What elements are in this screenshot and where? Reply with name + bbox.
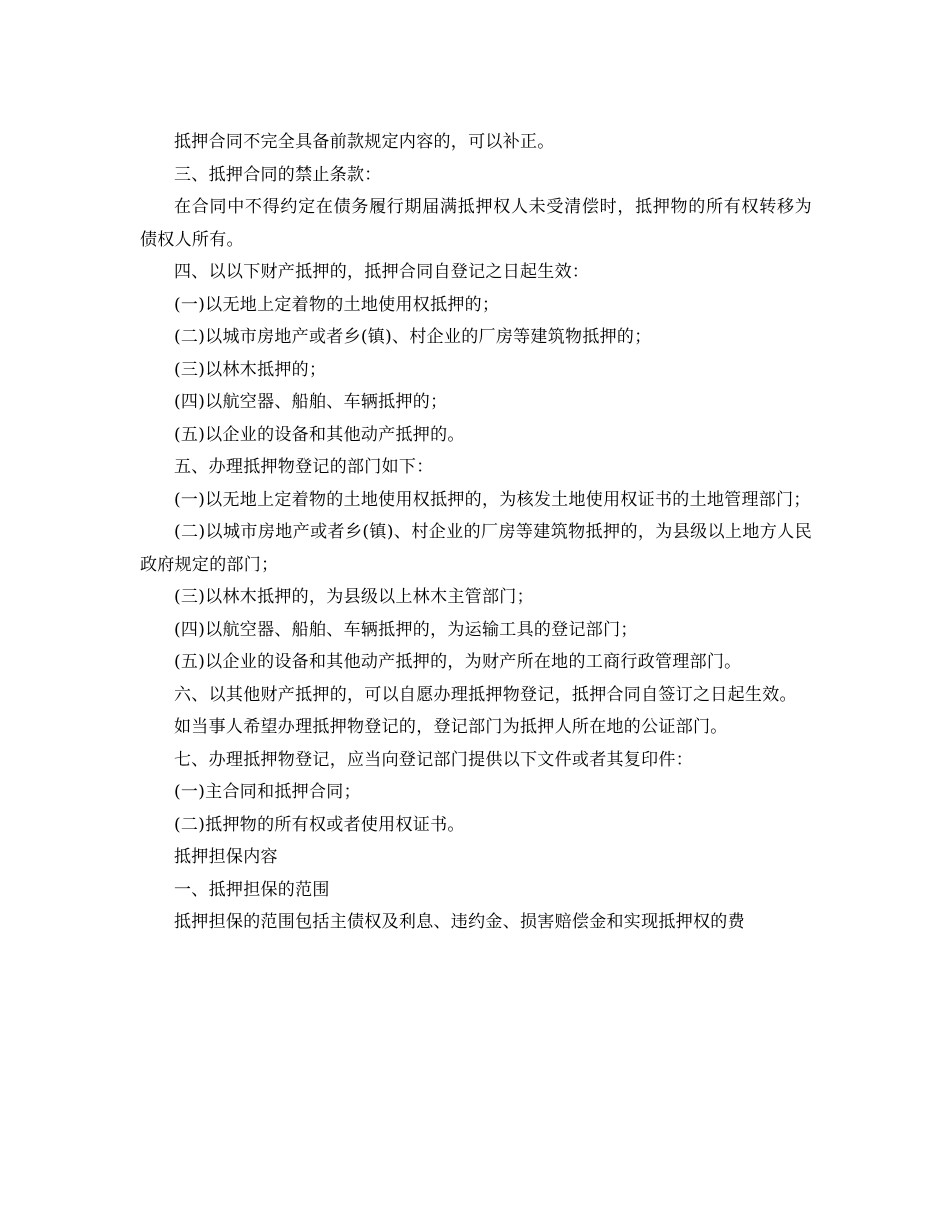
list-item: (二)以城市房地产或者乡(镇)、村企业的厂房等建筑物抵押的，为县级以上地方人民政府规定的部门； bbox=[140, 522, 812, 575]
list-item: (三)以林木抵押的，为县级以上林木主管部门； bbox=[174, 587, 534, 607]
section-heading: 四、以以下财产抵押的，抵押合同自登记之日起生效： bbox=[174, 262, 590, 282]
list-item: (五)以企业的设备和其他动产抵押的。 bbox=[174, 424, 465, 445]
document-body bbox=[140, 126, 812, 939]
section-heading: 六、以其他财产抵押的，可以自愿办理抵押物登记，抵押合同自签订之日起生效。 bbox=[174, 684, 797, 705]
section-heading: 三、抵押合同的禁止条款： bbox=[174, 164, 382, 185]
list-item: (一)以无地上定着物的土地使用权抵押的，为核发土地使用权证书的土地管理部门； bbox=[174, 489, 811, 510]
section-heading: 五、办理抵押物登记的部门如下： bbox=[174, 457, 434, 477]
paragraph: 如当事人希望办理抵押物登记的，登记部门为抵押人所在地的公证部门。 bbox=[174, 717, 728, 737]
list-item: (二)以城市房地产或者乡(镇)、村企业的厂房等建筑物抵押的； bbox=[174, 327, 652, 347]
list-item: (四)以航空器、船舶、车辆抵押的； bbox=[174, 392, 448, 412]
list-item: (三)以林木抵押的； bbox=[174, 359, 327, 380]
list-item: (四)以航空器、船舶、车辆抵押的，为运输工具的登记部门； bbox=[174, 619, 638, 640]
paragraph: 抵押合同不完全具备前款规定内容的，可以补正。 bbox=[174, 132, 555, 152]
paragraph: 抵押担保的范围包括主债权及利息、违约金、损害赔偿金和实现抵押权的费 bbox=[174, 912, 745, 932]
paragraph: 在合同中不得约定在债务履行期届满抵押权人未受清偿时，抵押物的所有权转移为债权人所有。 bbox=[140, 197, 812, 250]
list-item: (五)以企业的设备和其他动产抵押的，为财产所在地的工商行政管理部门。 bbox=[174, 652, 742, 672]
list-item: (一)以无地上定着物的土地使用权抵押的； bbox=[174, 294, 500, 315]
section-title: 抵押担保内容 bbox=[174, 847, 278, 867]
section-heading: 一、抵押担保的范围 bbox=[174, 879, 330, 900]
section-heading: 七、办理抵押物登记，应当向登记部门提供以下文件或者其复印件： bbox=[174, 749, 693, 770]
list-item: (二)抵押物的所有权或者使用权证书。 bbox=[174, 814, 465, 835]
list-item: (一)主合同和抵押合同； bbox=[174, 782, 361, 802]
